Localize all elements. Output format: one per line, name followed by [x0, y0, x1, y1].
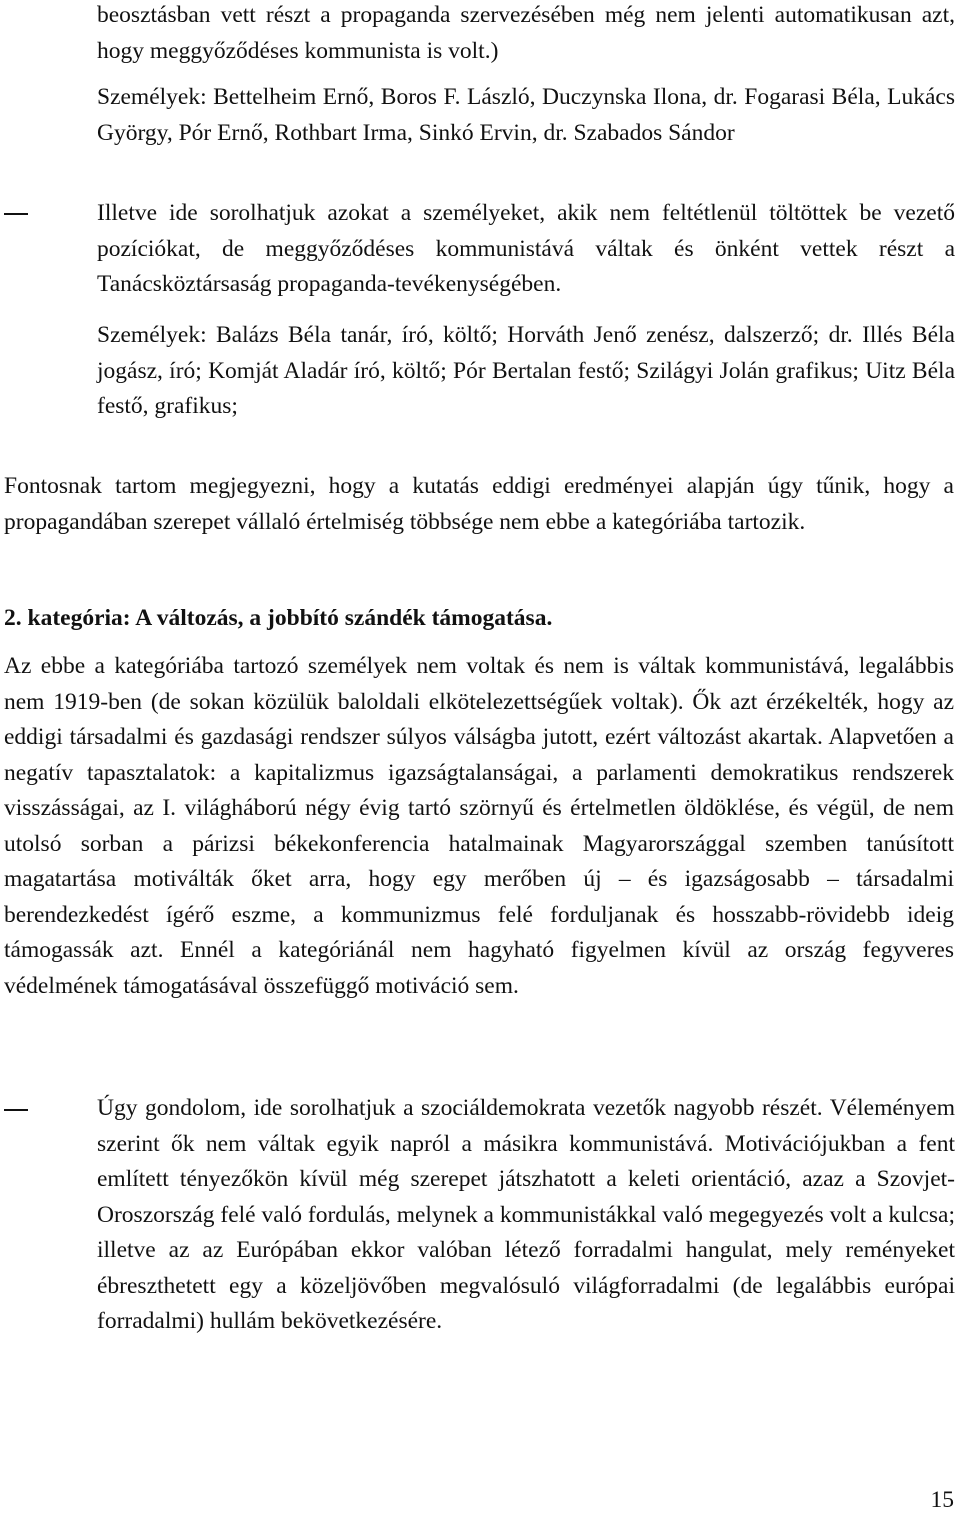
category-heading: 2. kategória: A változás, a jobbító szándék támogatása.: [4, 605, 553, 631]
dash-bullet-1: [4, 213, 28, 215]
page-number: 15: [930, 1487, 954, 1513]
bullet-paragraph-2: Úgy gondolom, ide sorolhatjuk a szociáldemokrata vezetők nagyobb részét. Véleményem szerint ők nem váltak egyik napról a másikra kommunistává. Motivációjukban a fent említett tényezőkön kívül még szerepet játszhatott a keleti orientáció, azaz a Szovjet-Oroszország felé való fordulás, melynek a kommunistákkal való megegyezés volt a kulcsa; illetve az az Európában ekkor valóban létező forradalmi hangulat, mely reményeket ébreszthetett egy a közeljövőben megvalósuló világforradalmi (de legalábbis európai forradalmi) hullám bekövetkezésére.: [97, 1095, 955, 1334]
note-paragraph: Fontosnak tartom megjegyezni, hogy a kutatás eddigi eredményei alapján úgy tűnik, hogy a propagandában szerepet vállaló értelmiség többsége nem ebbe a kategóriába tartozik.: [4, 473, 954, 535]
bullet-paragraph-1: Illetve ide sorolhatjuk azokat a személyeket, akik nem feltétlenül töltöttek be vezető pozíciókat, de meggyőződéses kommunistává váltak és önként vettek részt a Tanácsköztársaság propaganda-tevékenységében.: [97, 200, 955, 297]
intro-paragraph: beosztásban vett részt a propaganda szervezésében még nem jelenti automatikusan azt, hogy meggyőződéses kommunista is volt.): [97, 2, 955, 64]
category-paragraph: Az ebbe a kategóriába tartozó személyek nem voltak és nem is váltak kommunistává, legalábbis nem 1919-ben (de sokan közülük baloldali elkötelezettségűek voltak). Ők azt érzékelték, hogy az eddigi társadalmi és gazdasági rendszer súlyos válságba jutott, ezért változást akartak. Alapvetően a negatív tapasztalatok: a kapitalizmus igazságtalanságai, a parlamenti demokratikus rendszerek visszásságai, az I. világháború négy évig tartó szörnyű és értelmetlen öldöklése, és végül, de nem utolsó sorban a párizsi békekonferencia hatalmainak Magyarországgal szemben tanúsított magatartása motiválták őket arra, hogy egy merőben új – és igazságosabb – társadalmi berendezkedést ígérő eszme, a kommunizmus felé forduljanak és hosszabb-rövidebb ideig támogassák azt. Ennél a kategóriánál nem hagyható figyelmen kívül az ország fegyveres védelmének támogatásával összefüggő motiváció sem.: [4, 653, 954, 999]
dash-bullet-2: [4, 1109, 28, 1111]
persons-list-1: Személyek: Bettelheim Ernő, Boros F. László, Duczynska Ilona, dr. Fogarasi Béla, Lukács György, Pór Ernő, Rothbart Irma, Sinkó Ervin, dr. Szabados Sándor: [97, 84, 955, 146]
persons-list-2: Személyek: Balázs Béla tanár, író, költő; Horváth Jenő zenész, dalszerző; dr. Illés Béla jogász, író; Komját Aladár író, költő; Pór Bertalan festő; Szilágyi Jolán grafikus; Uitz Béla festő, grafikus;: [97, 322, 955, 419]
